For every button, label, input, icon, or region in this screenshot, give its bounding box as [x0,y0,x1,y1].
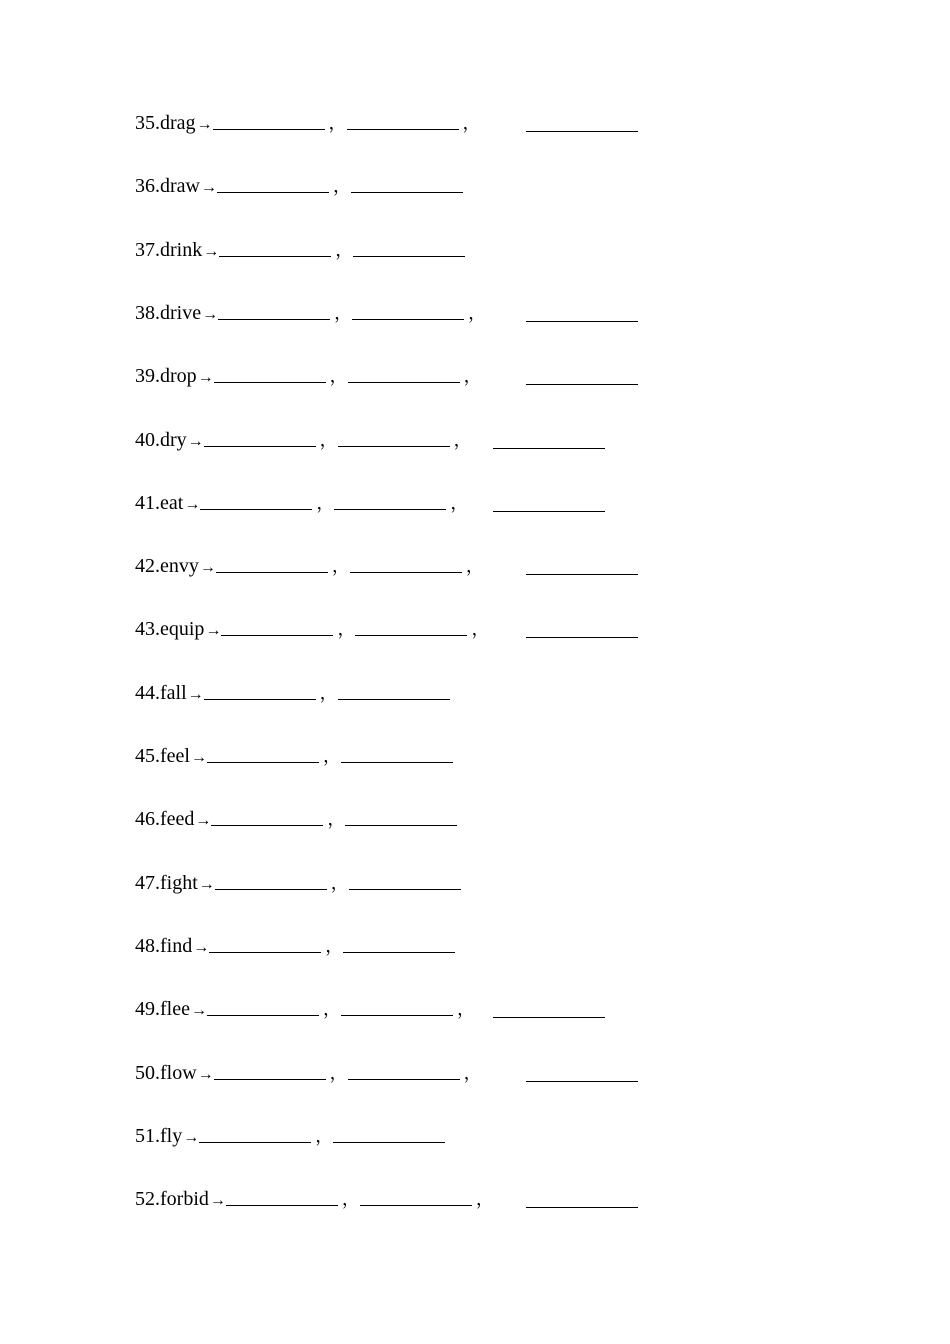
comma-separator: ， [335,240,354,260]
answer-blank[interactable] [347,111,459,130]
answer-blank[interactable] [526,556,638,575]
comma-separator: ， [334,303,353,323]
answer-blank[interactable] [214,364,326,383]
comma-separator: ， [329,366,348,386]
answer-blank[interactable] [341,744,453,763]
exercise-word: 47.fight [135,872,198,894]
exercise-row [135,1184,835,1214]
answer-blank[interactable] [353,238,465,257]
arrow-icon: → [197,1066,214,1083]
answer-blank[interactable] [526,619,638,638]
arrow-icon: → [195,812,212,829]
arrow-icon: → [190,1002,207,1019]
comma-separator: ， [322,999,341,1019]
answer-blank[interactable] [226,1187,338,1206]
answer-blank[interactable] [221,617,333,636]
exercise-word: 36.draw [135,175,200,197]
answer-blank[interactable] [493,493,605,512]
exercise-row [135,1121,835,1151]
arrow-icon: → [198,876,215,893]
answer-blank[interactable] [526,113,638,132]
answer-blank[interactable] [213,111,325,130]
exercise-word: 50.flow [135,1062,197,1084]
comma-separator: ， [319,430,338,450]
arrow-icon: → [209,1192,226,1209]
exercise-row [135,235,835,265]
comma-separator: ， [463,1063,482,1083]
exercise-word: 46.feed [135,808,195,830]
answer-blank[interactable] [355,617,467,636]
comma-separator: ， [463,366,482,386]
exercise-word: 44.fall [135,682,187,704]
exercise-word: 45.feel [135,745,190,767]
comma-separator: ， [325,936,344,956]
arrow-icon: → [183,1129,200,1146]
answer-blank[interactable] [350,554,462,573]
comma-separator: ， [329,1063,348,1083]
exercise-row [135,931,835,961]
comma-separator: ， [341,1189,360,1209]
answer-blank[interactable] [351,174,463,193]
exercise-word: 51.fly [135,1125,183,1147]
answer-blank[interactable] [216,554,328,573]
exercise-row [135,108,835,138]
exercise-row [135,171,835,201]
exercise-row [135,741,835,771]
comma-separator: ， [462,113,481,133]
arrow-icon: → [190,749,207,766]
arrow-icon: → [184,496,201,513]
exercise-row [135,551,835,581]
comma-separator: ， [456,999,475,1019]
arrow-icon: → [205,622,222,639]
answer-blank[interactable] [204,681,316,700]
exercise-row [135,361,835,391]
answer-blank[interactable] [352,301,464,320]
answer-blank[interactable] [338,428,450,447]
exercise-word: 42.envy [135,555,199,577]
exercise-row [135,488,835,518]
answer-blank[interactable] [218,301,330,320]
exercise-row [135,804,835,834]
answer-blank[interactable] [360,1187,472,1206]
answer-blank[interactable] [526,366,638,385]
exercise-word: 35.drag [135,112,196,134]
answer-blank[interactable] [207,744,319,763]
exercise-word: 41.eat [135,492,184,514]
exercise-word: 52.forbid [135,1188,209,1210]
arrow-icon: → [199,559,216,576]
comma-separator: ， [328,113,347,133]
answer-blank[interactable] [199,1124,311,1143]
arrow-icon: → [187,686,204,703]
exercise-word: 40.dry [135,429,187,451]
answer-blank[interactable] [526,1063,638,1082]
arrow-icon: → [203,243,220,260]
comma-separator: ， [315,1126,334,1146]
exercise-row [135,425,835,455]
comma-separator: ， [332,176,351,196]
exercise-word: 39.drop [135,365,197,387]
comma-separator: ， [475,1189,494,1209]
answer-blank[interactable] [348,1061,460,1080]
answer-blank[interactable] [334,491,446,510]
exercise-word: 38.drive [135,302,202,324]
answer-blank[interactable] [526,303,638,322]
comma-separator: ， [330,873,349,893]
comma-separator: ， [331,556,350,576]
arrow-icon: → [202,306,219,323]
comma-separator: ， [322,746,341,766]
exercise-row [135,298,835,328]
exercise-row [135,678,835,708]
arrow-icon: → [197,369,214,386]
exercise-word: 48.find [135,935,193,957]
comma-separator: ， [453,430,472,450]
comma-separator: ， [327,809,346,829]
answer-blank[interactable] [348,364,460,383]
answer-blank[interactable] [345,807,457,826]
answer-blank[interactable] [493,430,605,449]
comma-separator: ， [471,619,490,639]
arrow-icon: → [200,179,217,196]
exercise-row [135,1058,835,1088]
answer-blank[interactable] [349,871,461,890]
comma-separator: ， [319,683,338,703]
answer-blank[interactable] [493,999,605,1018]
answer-blank[interactable] [207,997,319,1016]
answer-blank[interactable] [214,1061,326,1080]
exercise-row [135,614,835,644]
answer-blank[interactable] [204,428,316,447]
answer-blank[interactable] [211,807,323,826]
answer-blank[interactable] [209,934,321,953]
exercise-word: 43.equip [135,618,205,640]
answer-blank[interactable] [526,1189,638,1208]
comma-separator: ， [450,493,469,513]
answer-blank[interactable] [217,174,329,193]
exercise-word: 49.flee [135,998,190,1020]
exercise-row [135,994,835,1024]
arrow-icon: → [196,116,213,133]
exercise-word: 37.drink [135,239,203,261]
arrow-icon: → [193,939,210,956]
comma-separator: ， [465,556,484,576]
comma-separator: ， [337,619,356,639]
answer-blank[interactable] [341,997,453,1016]
answer-blank[interactable] [200,491,312,510]
arrow-icon: → [187,433,204,450]
answer-blank[interactable] [215,871,327,890]
comma-separator: ， [316,493,335,513]
answer-blank[interactable] [338,681,450,700]
answer-blank[interactable] [333,1124,445,1143]
answer-blank[interactable] [343,934,455,953]
comma-separator: ， [468,303,487,323]
answer-blank[interactable] [219,238,331,257]
exercise-row [135,868,835,898]
